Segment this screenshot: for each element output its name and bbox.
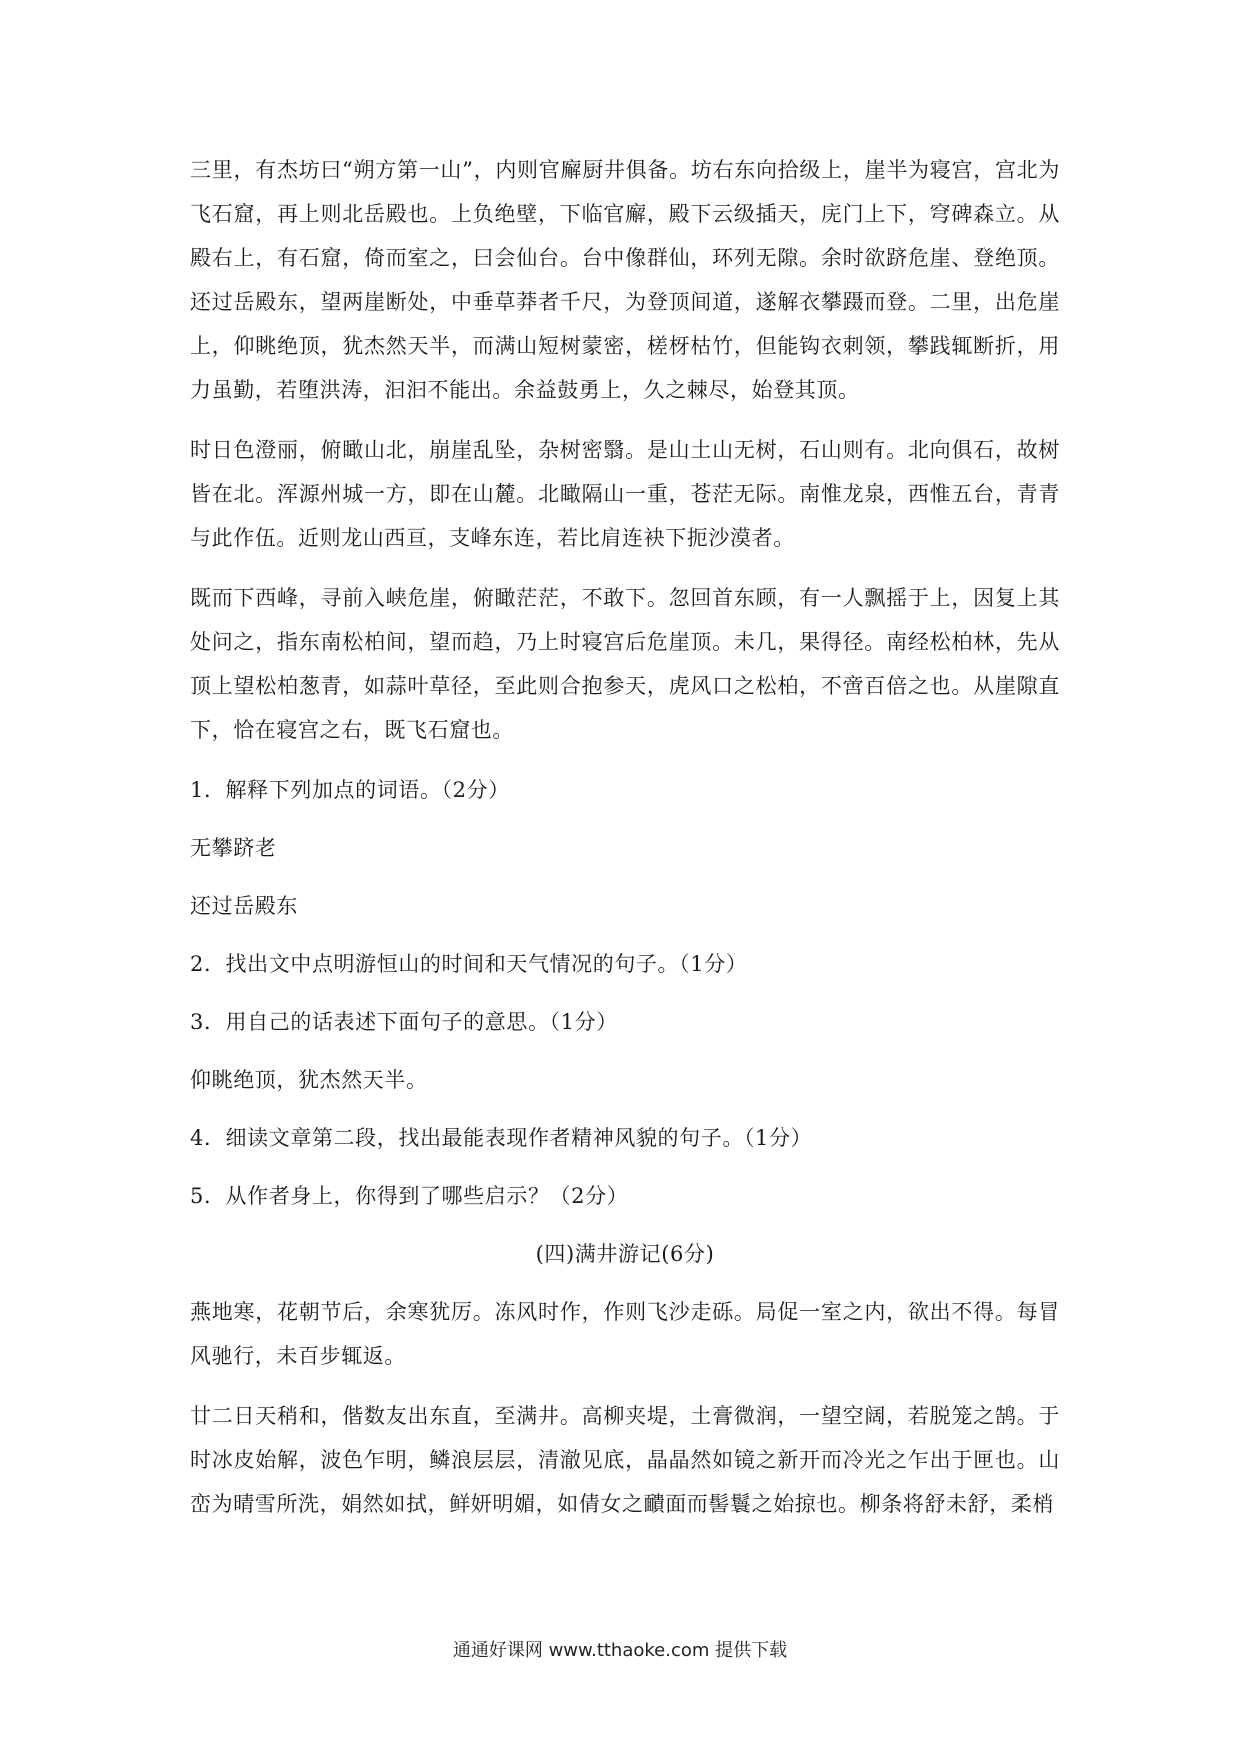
question-1-item-b: 还过岳殿东: [190, 894, 298, 918]
page-content: [190, 148, 1060, 1542]
question-3-sentence: 仰眺绝顶，犹杰然天半。: [190, 1068, 428, 1092]
question-1-item-a: 无攀跻老: [190, 836, 277, 860]
passage-paragraph-3: 既而下西峰，寻前入峡危崖，俯瞰茫茫，不敢下。忽回首东顾，有一人飘摇于上，因复上其处问之，指东南松柏间，望而趋，乃上时寝宫后危崖顶。未几，果得径。南经松柏林，先从顶上望松柏葱青，如蒜叶草径，至此则合抱参天，虎风口之松柏，不啻百倍之也。从崖隙直下，恰在寝宫之右，既飞石窟也。: [190, 586, 1060, 742]
question-5: 5．从作者身上，你得到了哪些启示？（2分）: [190, 1184, 629, 1208]
passage-paragraph-1: 三里，有杰坊曰“朔方第一山”，内则官廨厨井俱备。坊右东向拾级上，崖半为寝宫，宫北为飞石窟，再上则北岳殿也。上负绝壁，下临官廨，殿下云级插天，庑门上下，穹碑森立。从殿右上，有石窟，倚而室之，曰会仙台。台中像群仙，环列无隙。余时欲跻危崖、登绝顶。还过岳殿东，望两崖断处，中垂草莽者千尺，为登顶间道，遂解衣攀蹑而登。二里，出危崖上，仰眺绝顶，犹杰然天半，而满山短树蒙密，槎枒枯竹，但能钩衣刺领，攀践辄断折，用力虽勤，若堕洪涛，汩汩不能出。余益鼓勇上，久之棘尽，始登其顶。: [190, 158, 1060, 402]
section-paragraph-1: 燕地寒，花朝节后，余寒犹厉。冻风时作，作则飞沙走砾。局促一室之内，欲出不得。每冒风驰行，未百步辄返。: [190, 1300, 1060, 1368]
section-paragraph-2: 廿二日天稍和，偕数友出东直，至满井。高柳夹堤，土膏微润，一望空阔，若脱笼之鹄。于时冰皮始解，波色乍明，鳞浪层层，清澈见底，晶晶然如镜之新开而冷光之乍出于匣也。山峦为晴雪所洗，娟然如拭，鲜妍明媚，如倩女之靧面而髻鬟之始掠也。柳条将舒未舒，柔梢: [190, 1404, 1060, 1516]
passage-paragraph-2: 时日色澄丽，俯瞰山北，崩崖乱坠，杂树密翳。是山土山无树，石山则有。北向俱石，故树皆在北。浑源州城一方，即在山麓。北瞰隔山一重，苍茫无际。南惟龙泉，西惟五台，青青与此作伍。近则龙山西亘，支峰东连，若比肩连袂下扼沙漠者。: [190, 438, 1060, 550]
question-1: 1．解释下列加点的词语。（2分）: [190, 778, 510, 802]
page-footer: 通通好课网 www.tthaoke.com 提供下载: [452, 1640, 788, 1661]
question-4: 4．细读文章第二段，找出最能表现作者精神风貌的句子。（1分）: [190, 1126, 813, 1150]
question-3: 3．用自己的话表述下面句子的意思。（1分）: [190, 1010, 618, 1034]
section-heading: (四)满井游记(6分): [535, 1242, 715, 1266]
question-2: 2．找出文中点明游恒山的时间和天气情况的句子。（1分）: [190, 952, 748, 976]
